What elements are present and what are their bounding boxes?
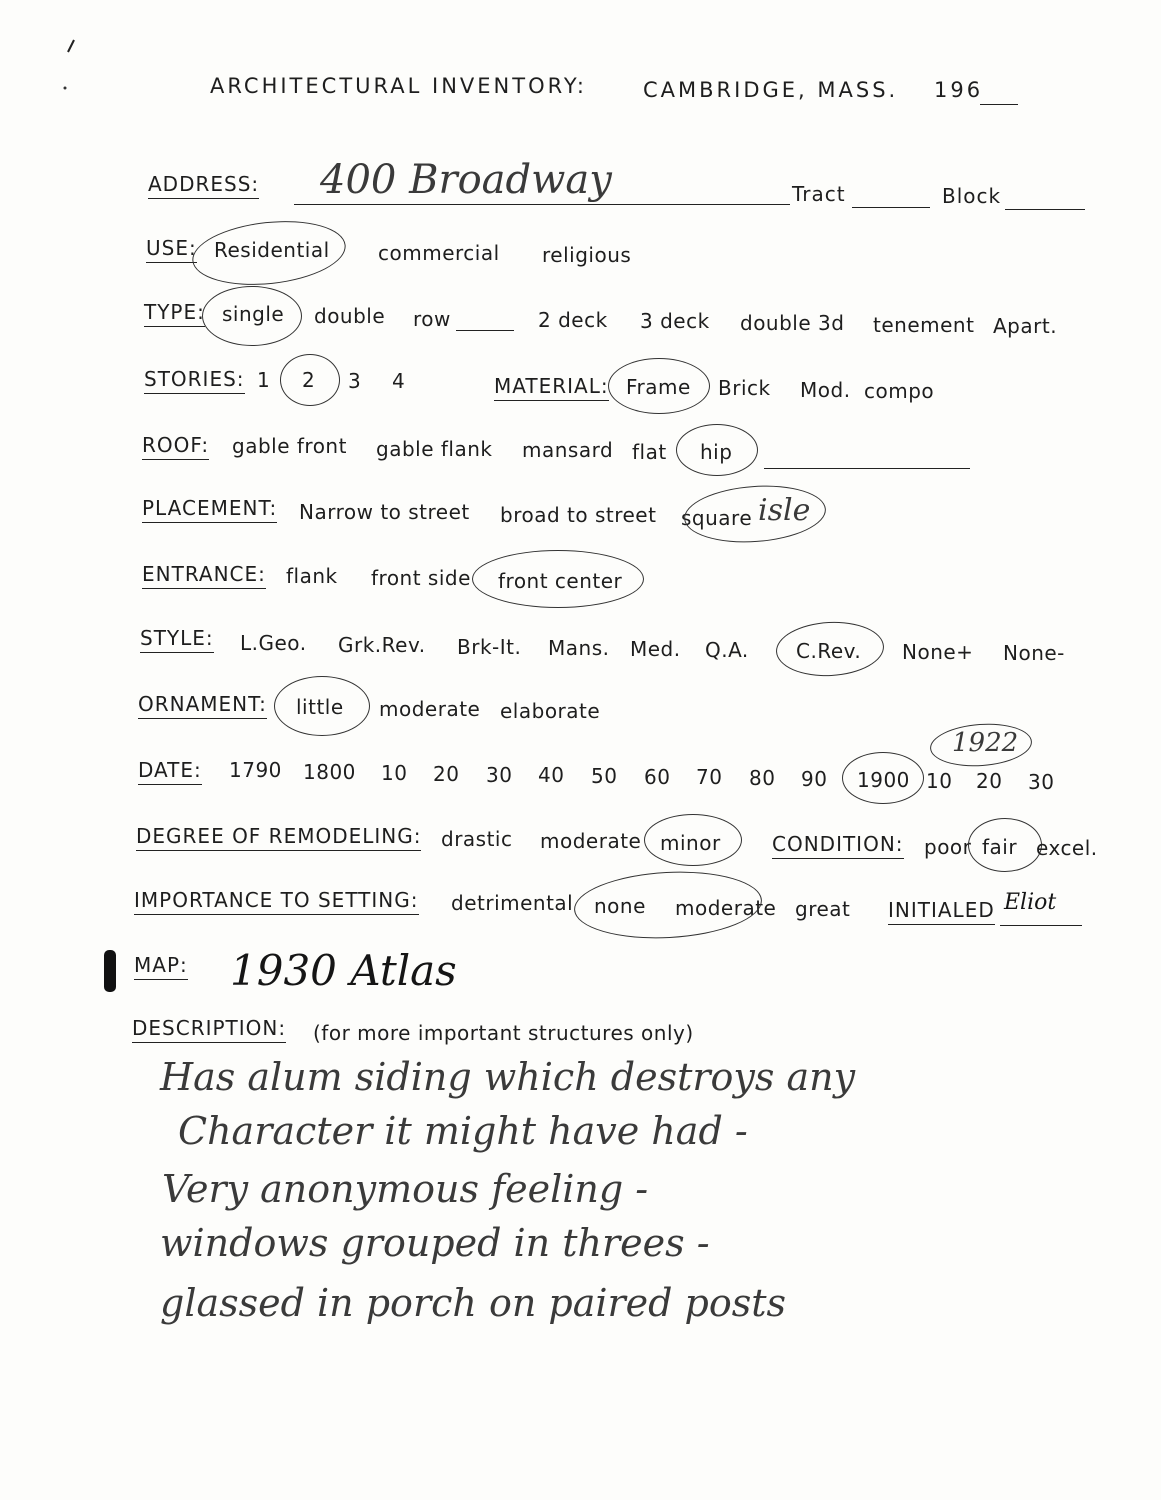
form-city: CAMBRIDGE, MASS. <box>643 78 899 102</box>
condition-label: CONDITION: <box>772 834 904 859</box>
use-option-residential: Residential <box>214 238 330 262</box>
entrance-selected-circle <box>472 550 644 608</box>
entrance-option-front-center: front center <box>498 569 623 593</box>
material-option-brick: Brick <box>718 376 771 400</box>
roof-selected-circle <box>676 424 758 476</box>
tract-blank <box>852 207 930 208</box>
description-line: windows grouped in threes - <box>160 1221 710 1265</box>
address-label: ADDRESS: <box>148 174 259 199</box>
description-line: glassed in porch on paired posts <box>160 1281 787 1325</box>
date-label: DATE: <box>138 760 202 785</box>
use-option-commercial: commercial <box>378 241 500 265</box>
roof-label: ROOF: <box>142 435 209 460</box>
style-option-none-minus: None- <box>1003 641 1065 665</box>
type-selected-circle <box>202 286 302 346</box>
roof-blank <box>764 468 970 469</box>
year-blank <box>980 104 1018 105</box>
type-option-double: double <box>314 304 386 328</box>
stories-option-4: 4 <box>392 369 406 393</box>
style-option-crev: C.Rev. <box>796 639 862 663</box>
type-option-row: row <box>413 307 451 331</box>
remodeling-option-minor: minor <box>660 831 721 855</box>
type-option-3-deck: 3 deck <box>640 309 710 333</box>
importance-option-none: none <box>594 894 646 918</box>
type-option-tenement: tenement <box>873 313 975 337</box>
date-selected-circle <box>842 752 924 804</box>
stories-option-3: 3 <box>348 369 362 393</box>
type-option-single: single <box>222 302 285 326</box>
stories-option-1: 1 <box>257 368 271 392</box>
tract-label: Tract <box>792 182 846 206</box>
condition-option-excel: excel. <box>1036 836 1098 860</box>
date-option-1910: 10 <box>926 769 953 793</box>
date-option-40: 40 <box>538 763 565 787</box>
material-option-compo: compo <box>864 379 935 403</box>
type-option-double-3d: double 3d <box>740 311 845 335</box>
style-label: STYLE: <box>140 628 214 653</box>
importance-option-moderate: moderate <box>675 896 777 920</box>
date-option-60: 60 <box>644 765 671 789</box>
ornament-option-little: little <box>296 695 344 719</box>
date-option-1790: 1790 <box>229 758 282 782</box>
date-option-1800: 1800 <box>303 760 356 784</box>
placement-handwritten: isle <box>758 493 811 528</box>
date-handwritten: 1922 <box>952 728 1019 758</box>
map-label: MAP: <box>134 955 188 980</box>
style-selected-circle <box>775 619 886 679</box>
block-label: Block <box>942 184 1002 208</box>
placement-option-broad: broad to street <box>500 503 657 527</box>
material-selected-circle <box>608 358 710 414</box>
style-option-grkrev: Grk.Rev. <box>338 633 426 657</box>
date-option-1930: 30 <box>1028 770 1055 794</box>
punch-hole-mark <box>104 950 116 992</box>
remodeling-label: DEGREE OF REMODELING: <box>136 826 421 851</box>
initialed-blank <box>1000 925 1082 926</box>
style-option-med: Med. <box>630 637 681 661</box>
importance-option-detrimental: detrimental <box>451 891 574 915</box>
description-label: DESCRIPTION: <box>132 1018 286 1043</box>
remodeling-option-drastic: drastic <box>441 827 513 851</box>
condition-selected-circle <box>968 818 1042 872</box>
use-label: USE: <box>146 238 197 263</box>
material-option-frame: Frame <box>626 375 691 399</box>
importance-selected-circle <box>572 867 763 943</box>
roof-option-gable-front: gable front <box>232 434 347 458</box>
date-option-70: 70 <box>696 765 723 789</box>
style-option-mans: Mans. <box>548 636 610 660</box>
form-year-prefix: 196 <box>934 78 984 102</box>
stray-pen-mark <box>60 36 80 96</box>
description-note: (for more important structures only) <box>313 1021 694 1045</box>
remodeling-option-moderate: moderate <box>540 829 642 853</box>
description-line: Very anonymous feeling - <box>162 1167 649 1211</box>
date-option-30: 30 <box>486 763 513 787</box>
date-option-50: 50 <box>591 764 618 788</box>
importance-label: IMPORTANCE TO SETTING: <box>134 890 419 915</box>
ornament-label: ORNAMENT: <box>138 694 267 719</box>
style-option-qa: Q.A. <box>705 638 749 662</box>
type-option-2-deck: 2 deck <box>538 308 608 332</box>
date-option-20: 20 <box>433 762 460 786</box>
entrance-option-flank: flank <box>286 564 338 588</box>
remodeling-selected-circle <box>644 814 742 866</box>
ornament-selected-circle <box>274 676 370 736</box>
entrance-option-front-side: front side <box>371 566 471 590</box>
entrance-label: ENTRANCE: <box>142 564 266 589</box>
date-handwritten-circle <box>929 720 1034 769</box>
stories-selected-circle <box>280 354 340 406</box>
placement-option-narrow: Narrow to street <box>299 500 470 524</box>
placement-label: PLACEMENT: <box>142 498 277 523</box>
description-line: Has alum siding which destroys any <box>160 1055 856 1099</box>
use-selected-circle <box>189 214 349 292</box>
placement-selected-circle <box>682 481 828 547</box>
roof-option-hip: hip <box>700 440 733 464</box>
style-option-lgeo: L.Geo. <box>240 631 307 655</box>
roof-option-gable-flank: gable flank <box>376 437 493 461</box>
address-line <box>294 204 790 205</box>
condition-option-fair: fair <box>982 835 1018 859</box>
stories-label: STORIES: <box>144 369 245 394</box>
use-option-religious: religious <box>542 243 632 267</box>
date-option-90: 90 <box>801 767 828 791</box>
material-label: MATERIAL: <box>494 376 609 401</box>
material-option-mod: Mod. <box>800 378 851 402</box>
style-option-none-plus: None+ <box>902 640 974 664</box>
placement-option-square: square <box>681 506 753 530</box>
condition-option-poor: poor <box>924 835 972 859</box>
stories-option-2: 2 <box>302 368 316 392</box>
form-title: ARCHITECTURAL INVENTORY: <box>210 74 587 98</box>
type-option-apart: Apart. <box>993 314 1058 338</box>
date-option-1900: 1900 <box>857 768 910 792</box>
ornament-option-elaborate: elaborate <box>500 699 601 723</box>
roof-option-flat: flat <box>632 440 667 464</box>
initialed-label: INITIALED <box>888 900 995 925</box>
date-option-80: 80 <box>749 766 776 790</box>
row-blank <box>456 330 514 331</box>
type-label: TYPE: <box>144 302 205 327</box>
ornament-option-moderate: moderate <box>379 697 481 721</box>
address-value: 400 Broadway <box>320 157 612 203</box>
date-option-1920: 20 <box>976 769 1003 793</box>
description-line: Character it might have had - <box>178 1109 748 1153</box>
date-option-10: 10 <box>381 761 408 785</box>
map-value: 1930 Atlas <box>230 946 457 995</box>
block-blank <box>1005 209 1085 210</box>
roof-option-mansard: mansard <box>522 438 614 462</box>
style-option-brkit: Brk-It. <box>457 635 522 659</box>
importance-option-great: great <box>795 897 851 921</box>
initialed-signature: Eliot <box>1004 890 1057 915</box>
